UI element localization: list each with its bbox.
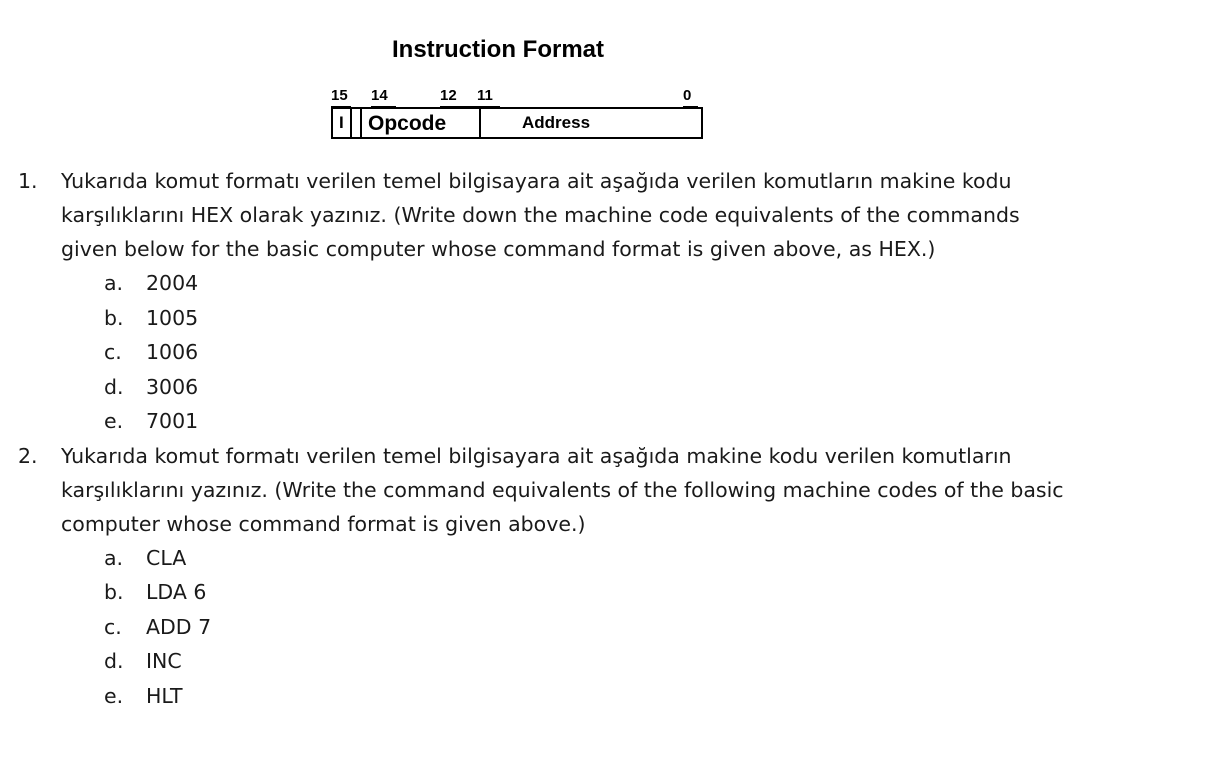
format-box	[331, 107, 703, 139]
option-text: 1005	[146, 305, 199, 330]
option-letter: d.	[104, 374, 124, 399]
option-list	[0, 541, 1209, 714]
field-divider	[360, 109, 362, 137]
option-text: ADD 7	[146, 614, 212, 639]
instruction-format-figure	[0, 0, 1209, 150]
option-list	[0, 266, 1209, 439]
bit-label-14: 14	[371, 87, 388, 104]
bit-label-12: 12	[440, 87, 457, 104]
option-item	[0, 610, 1209, 645]
figure-title: Instruction Format	[392, 36, 605, 63]
option-item	[0, 644, 1209, 679]
option-letter: a.	[104, 545, 124, 570]
option-text: LDA 6	[146, 580, 207, 604]
option-letter: a.	[104, 271, 124, 295]
field-divider	[479, 109, 481, 137]
bit-label-11: 11	[477, 87, 493, 104]
option-letter: b.	[104, 305, 124, 330]
bit-label-15: 15	[331, 87, 348, 104]
question-list	[0, 164, 1209, 713]
option-item	[0, 370, 1209, 405]
option-letter: e.	[104, 409, 124, 433]
field-divider	[350, 109, 352, 137]
option-item	[0, 301, 1209, 336]
option-text: 2004	[146, 271, 199, 295]
field-address: Address	[522, 113, 591, 132]
option-text: 3006	[146, 374, 199, 399]
option-item	[0, 335, 1209, 370]
question-text: Yukarıda komut formatı verilen temel bilgisayara ait aşağıda verilen komutların makine kodu karşılıklarını HEX olarak yazınız. (Write down the machine code equivalents of the commands given below for the basic computer whose command format is given above, as HEX.)	[61, 169, 1020, 261]
option-item	[0, 575, 1209, 610]
option-text: INC	[146, 649, 182, 673]
option-letter: b.	[104, 580, 124, 604]
option-text: 1006	[146, 340, 199, 364]
question-number: 2.	[18, 443, 38, 468]
option-text: CLA	[146, 545, 187, 570]
field-i: I	[339, 113, 344, 132]
field-opcode: Opcode	[368, 112, 447, 135]
question-2	[0, 439, 1209, 714]
option-item	[0, 679, 1209, 714]
question-number: 1.	[18, 169, 38, 193]
option-letter: e.	[104, 683, 124, 708]
option-letter: c.	[104, 614, 122, 639]
bit-label-0: 0	[683, 87, 692, 104]
question-1	[0, 164, 1209, 439]
option-item	[0, 266, 1209, 301]
option-letter: c.	[104, 340, 122, 364]
option-item	[0, 541, 1209, 576]
option-text: 7001	[146, 409, 199, 433]
option-text: HLT	[146, 683, 183, 708]
question-text: Yukarıda komut formatı verilen temel bilgisayara ait aşağıda makine kodu verilen komutların karşılıklarını yazınız. (Write the command equivalents of the following machine codes of the basic computer whose command format is given above.)	[61, 443, 1064, 536]
option-item	[0, 404, 1209, 439]
option-letter: d.	[104, 649, 124, 673]
